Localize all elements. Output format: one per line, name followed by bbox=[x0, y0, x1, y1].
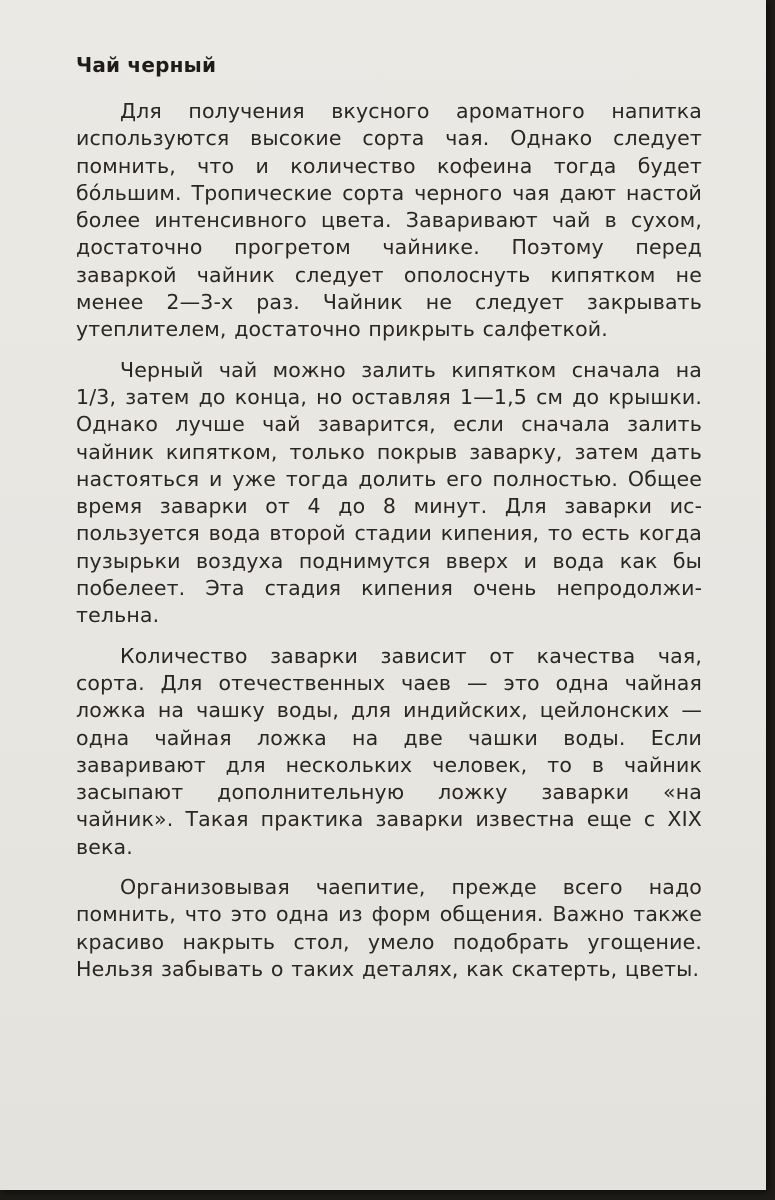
page-title: Чай черный bbox=[76, 53, 217, 77]
paragraph-2: Черный чай можно залить кипятком сначала на 1/3, затем до конца, но оставляя 1—1,5 см до крышки. Однако лучше чай заварится, если сначала залить чайник кипятком, только покрыв заварку, затем дать настояться и уже тогда долить его полностью. Общее время заварки от 4 до 8 минут. Для заварки используется вода второй стадии кипения, то есть когда пузырьки воздуха поднимутся вверх и вода как бы побелеет. Эта стадия кипения очень непродолжительна. bbox=[76, 357, 702, 628]
paragraph-4: Организовывая чаепитие, прежде всего надо помнить, что это одна из форм общения. Важно также красиво накрыть стол, умело подобрать угощение. Нельзя забывать о таких деталях, как скатерть, цветы. bbox=[76, 875, 702, 981]
body-text bbox=[76, 98, 702, 996]
paragraph-3: Количество заварки зависит от качества чая, сорта. Для отечественных чаев — это одна чайная ложка на чашку воды, для индийских, цейлонских — одна чайная ложка на две чашки воды. Если заваривают для нескольких человек, то в чайник засыпают дополнительную ложку заварки «на чайник». Такая практика заварки известна еще с XIX века. bbox=[76, 643, 702, 859]
paragraph-1: Для получения вкусного ароматного напитка используются высокие сорта чая. Однако следует помнить, что и количество кофеина тогда будет бóльшим. Тропические сорта черного чая дают настой более интенсивного цвета. Заваривают чай в сухом, достаточно прогретом чайнике. Поэтому перед заваркой чайник следует ополоснуть кипятком не менее 2—3-х раз. Чайник не следует закрывать утеплителем, достаточно прикрыть салфеткой. bbox=[76, 99, 702, 342]
